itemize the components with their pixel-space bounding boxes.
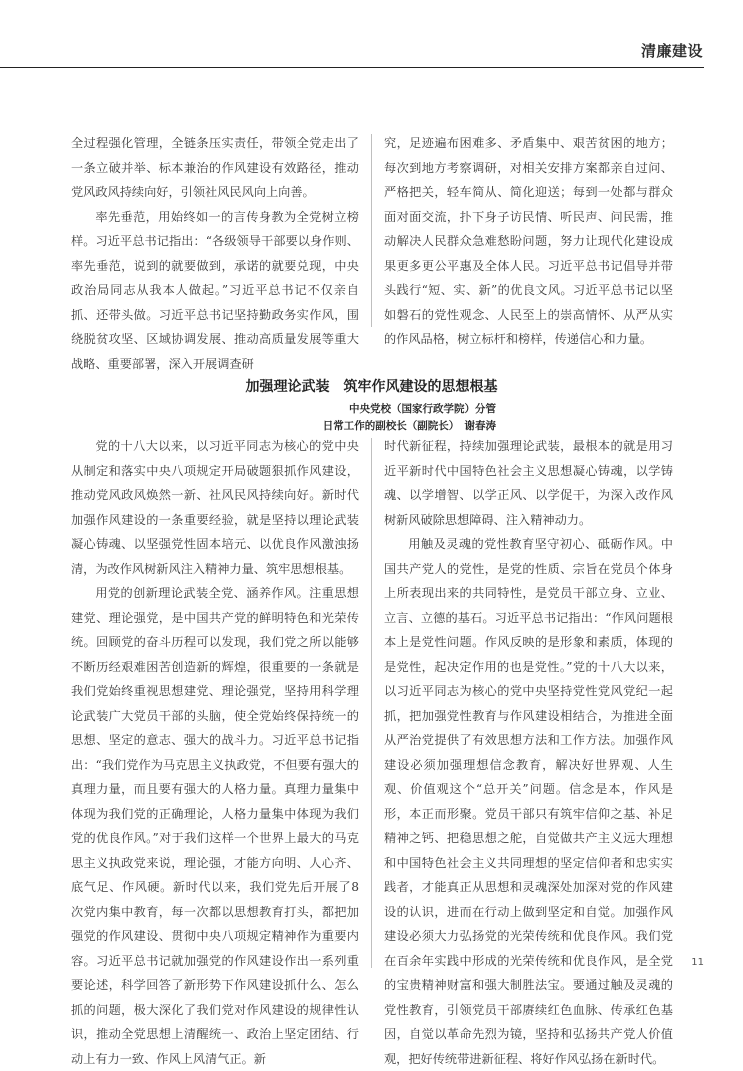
paragraph: 全过程强化管理，全链条压实责任，带领全党走出了一条立破并举、标本兼治的作风建设有效路径，推动党风政风持续向好，引领社风民风向上向善。 bbox=[71, 136, 359, 199]
byline-line-1: 中央党校（国家行政学院）分管 bbox=[349, 403, 496, 415]
article-right-column bbox=[384, 434, 673, 1071]
article-title: 加强理论武装 筑牢作风建设的思想根基 bbox=[245, 379, 498, 395]
paragraph: 党的十八大以来，以习近平同志为核心的党中央从制定和落实中央八项规定开局破题狠抓作风建设，推动党风政风焕然一新、社风民风持续向好。新时代加强作风建设的一条重要经验，就是坚持以理论武装凝心铸魂、以坚强党性固本培元、以优良作风激浊扬清，为改作风树新风注入精神力量、筑牢思想根基。 bbox=[71, 439, 359, 576]
byline-line-2: 日常工作的副校长（副院长） 谢春涛 bbox=[322, 420, 496, 432]
top-left-column bbox=[71, 131, 359, 376]
column-divider bbox=[371, 134, 372, 327]
paragraph: 率先垂范，用始终如一的言传身教为全党树立榜样。习近平总书记指出：“各级领导干部要以身作则、率先垂范，说到的就要做到，承诺的就要兑现，中央政治局同志从我本人做起。”习近平总书记不仅亲自抓、还带头做。习近平总书记坚持勤政务实作风，围绕脱贫攻坚、区域协调发展、推动高质量发展等重大战略、重要部署，深入开展调查研 bbox=[71, 209, 359, 371]
paragraph: 究，足迹遍布困难多、矛盾集中、艰苦贫困的地方；每次到地方考察调研，对相关安排方案都亲自过问、严格把关，轻车简从、简化迎送；每到一处都与群众面对面交流，扑下身子访民情、听民声、问民需，推动解决人民群众急难愁盼问题，努力让现代化建设成果更多更公平惠及全体人民。习近平总书记倡导并带头践行“短、实、新”的优良文风。习近平总书记以坚如磐石的党性观念、人民至上的崇高情怀、从严从实的作风品格，树立标杆和榜样，传递信心和力量。 bbox=[384, 136, 673, 346]
column-divider bbox=[371, 438, 372, 968]
paragraph: 时代新征程，持续加强理论武装，最根本的就是用习近平新时代中国特色社会主义思想凝心铸魂，以学铸魂、以学增智、以学正风、以学促干，为深入改作风树新风破除思想障碍、注入精神动力。 bbox=[384, 439, 673, 527]
section-title: 清廉建设 bbox=[640, 42, 703, 60]
article-left-column bbox=[71, 434, 359, 1071]
top-right-column bbox=[384, 131, 673, 352]
paragraph: 用党的创新理论武装全党、涵养作风。注重思想建党、理论强党，是中国共产党的鲜明特色和光荣传统。回顾党的奋斗历程可以发现，我们党之所以能够不断历经艰难困苦创造新的辉煌，很重要的一条就是我们党始终重视思想建党、理论强党，坚持用科学理论武装广大党员干部的头脑，使全党始终保持统一的思想、坚定的意志、强大的战斗力。习近平总书记指出：“我们党作为马克思主义执政党，不但要有强大的真理力量，而且要有强大的人格力量。真理力量集中体现为我们党的正确理论，人格力量集中体现为我们党的优良作风。”对于我们这样一个世界上最大的马克思主义执政党来说，理论强，才能方向明、人心齐、底气足、作风硬。新时代以来，我们党先后开展了8次党内集中教育，每一次都以思想教育打头，都把加强党的作风建设、贯彻中央八项规定精神作为重要内容。习近平总书记就加强党的作风建设作出一系列重要论述，科学回答了新形势下作风建设抓什么、怎么抓的问题，极大深化了我们党对作风建设的规律性认识，推动全党思想上清醒统一、政治上坚定团结、行动上有力一致、作风上风清气正。新 bbox=[71, 586, 359, 1066]
page-number: 11 bbox=[691, 957, 704, 968]
paragraph: 用触及灵魂的党性教育坚守初心、砥砺作风。中国共产党人的党性，是党的性质、宗旨在党员个体身上所表现出来的共同特性，是党员干部立身、立业、立言、立德的基石。习近平总书记指出：“作风问题根本上是党性问题。作风反映的是形象和素质，体现的是党性，起决定作用的也是党性。”党的十八大以来，以习近平同志为核心的党中央坚持党性党风党纪一起抓，把加强党性教育与作风建设相结合，为推进全面从严治党提供了有效思想方法和工作方法。加强作风建设必须加强理想信念教育，解决好世界观、人生观、价值观这个“总开关”问题。信念是本，作风是形，本正而形聚。党员干部只有筑牢信仰之基、补足精神之钙、把稳思想之舵，自觉做共产主义远大理想和中国特色社会主义共同理想的坚定信仰者和忠实实践者，才能真正从思想和灵魂深处加深对党的作风建设的认识，进而在行动上做到坚定和自觉。加强作风建设必须大力弘扬党的光荣传统和优良作风。我们党在百余年实践中形成的光荣传统和优良作风，是全党的宝贵精神财富和强大制胜法宝。要通过触及灵魂的党性教育，引领党员干部赓续红色血脉、传承红色基因，自觉以革命先烈为镜，坚持和弘扬共产党人价值观，把好传统带进新征程、将好作风弘扬在新时代。 bbox=[384, 537, 673, 1066]
header-rule bbox=[0, 67, 704, 68]
